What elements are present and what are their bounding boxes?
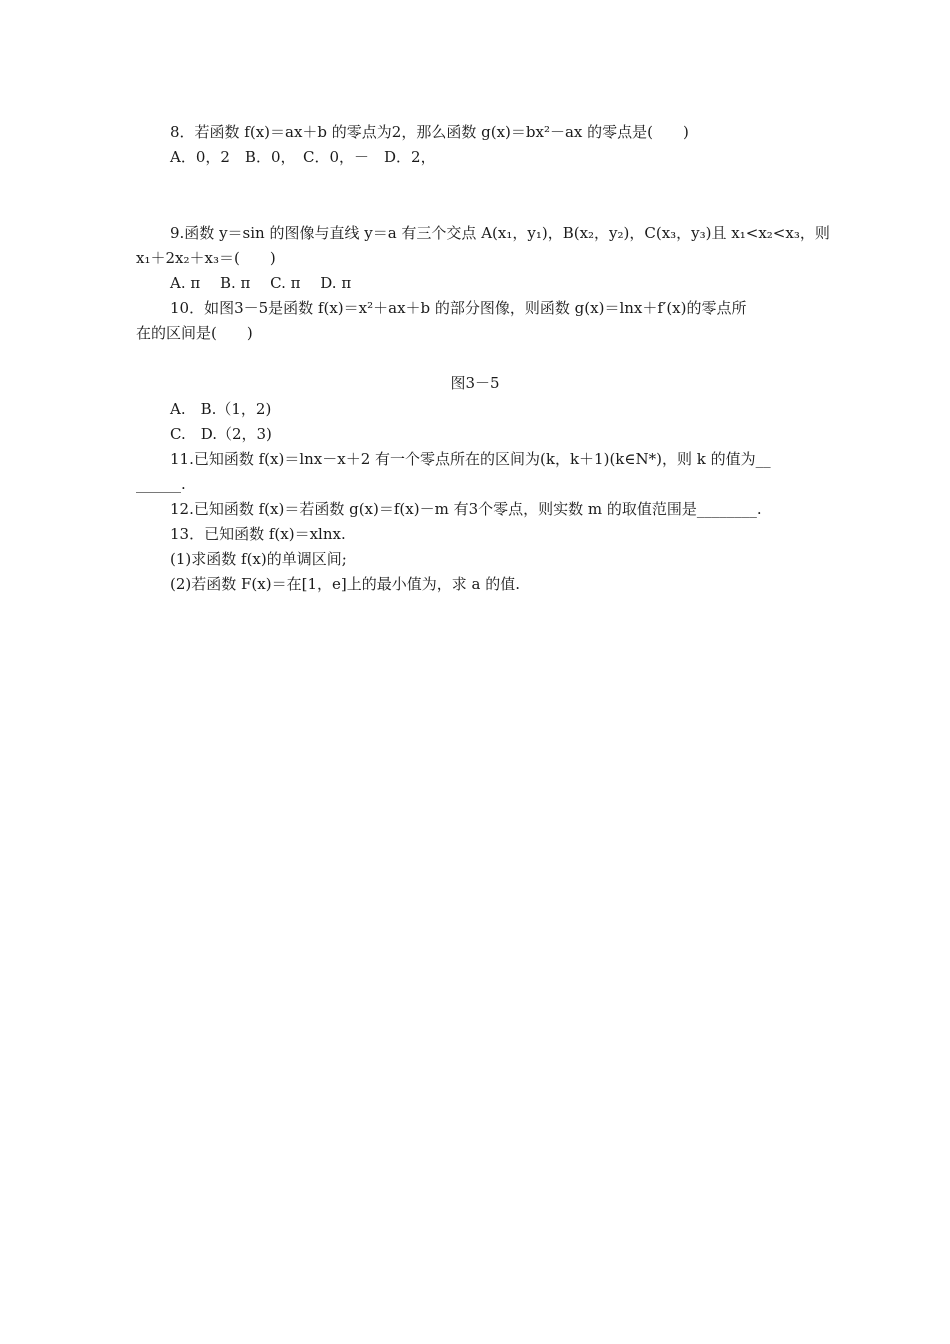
question-11-stem: 11.已知函数 f(x)＝lnx－x＋2 有一个零点所在的区间为(k，k＋1)(k∈N*)，则 k 的值为__ [170,450,771,468]
question-9-options: A. π B. π C. π D. π [170,274,352,292]
question-10-stem-continued: 在的区间是( ) [136,324,253,342]
question-13-stem: 13．已知函数 f(x)＝xlnx. [170,525,346,543]
question-8-stem: 8．若函数 f(x)＝ax＋b 的零点为2，那么函数 g(x)＝bx²－ax 的零点是( ) [170,123,689,141]
question-8-options: A．0，2 B．0， C．0，－ D．2， [170,148,436,166]
question-10-options-row-1: A. B.（1，2) [170,400,272,418]
question-10-options-row-2: C. D.（2，3) [170,425,272,443]
question-11-answer-blank: ______. [136,475,186,493]
question-10-stem: 10．如图3－5是函数 f(x)＝x²＋ax＋b 的部分图像，则函数 g(x)＝lnx＋f′(x)的零点所 [170,299,747,317]
figure-caption: 图3－5 [450,374,500,392]
question-12-stem: 12.已知函数 f(x)＝若函数 g(x)＝f(x)－m 有3个零点，则实数 m 的取值范围是________. [170,500,762,518]
question-13-part-1: (1)求函数 f(x)的单调区间; [170,550,347,568]
question-9-stem: 9.函数 y＝sin 的图像与直线 y＝a 有三个交点 A(x₁，y₁)，B(x₂，y₂)，C(x₃，y₃)且 x₁<x₂<x₃，则 [170,224,830,242]
question-9-stem-continued: x₁＋2x₂＋x₃＝( ) [136,249,276,267]
question-13-part-2: (2)若函数 F(x)＝在[1，e]上的最小值为，求 a 的值. [170,575,520,593]
